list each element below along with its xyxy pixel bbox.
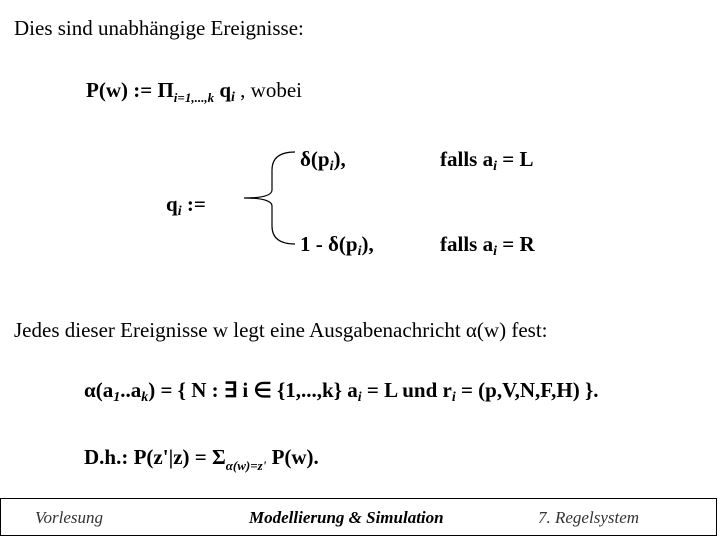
probability-definition [86,78,302,106]
case1-expr-main: δ(p [300,147,330,171]
case1-condition [440,147,533,175]
case2-condition [440,232,535,260]
case1-expr-end: ), [333,147,346,171]
case1-cond-sub: i [493,159,497,174]
case1-expr-sub: i [329,159,334,174]
dh-formula [84,445,319,474]
cases-lhs-sub: i [177,204,182,219]
sum-subscript: α(w)=z' [225,458,267,473]
alpha-sub-1: 1 [113,390,121,405]
product-subscript: i=1,...,k [173,90,215,105]
alpha-formula [84,378,598,406]
page-title: Dies sind unabhängige Ereignisse: [14,16,304,40]
def-q-subscript: i [231,90,235,105]
dh-end: P(w). [266,445,319,469]
footer-right: 7. Regelsystem [538,508,640,527]
alpha-a: α(a [84,378,114,402]
def-q: q [214,78,232,102]
case1-expression [300,147,346,175]
case2-expression [300,232,374,260]
product-symbol: Π [157,78,174,102]
case2-expr-end: ), [361,232,374,256]
cases-assign: := [181,192,206,216]
case2-cond-sub: i [493,244,497,259]
def-wobei: , wobei [234,78,302,102]
cases-lhs-q: q [166,192,178,216]
alpha-sub-i: i [357,390,362,405]
jedes-sentence: Jedes dieser Ereignisse w legt eine Ausgabenachricht α(w) fest: [14,318,548,342]
alpha-sub-i2: i [451,390,456,405]
alpha-b: ..a [120,378,142,402]
cases-lhs [166,192,206,220]
alpha-d: = L und r [361,378,452,402]
case2-cond-main: falls a [440,232,494,256]
curly-brace-icon [240,150,300,246]
case1-cond-main: falls a [440,147,494,171]
footer-bar [0,498,717,536]
footer-left: Vorlesung [35,508,103,527]
case1-cond-end: = L [496,147,534,171]
dh-main: D.h.: P(z'|z) = Σ [84,445,226,469]
def-lhs: P(w) := [86,78,158,102]
alpha-c: ) = { N : ∃ i ∈ {1,...,k} a [148,378,358,402]
case2-expr-sub: i [357,244,362,259]
case2-cond-end: = R [496,232,535,256]
alpha-sub-k: k [141,390,149,405]
alpha-e: = (p,V,N,F,H) }. [455,378,599,402]
case2-expr-main: 1 - δ(p [300,232,358,256]
footer-middle: Modellierung & Simulation [249,508,444,527]
